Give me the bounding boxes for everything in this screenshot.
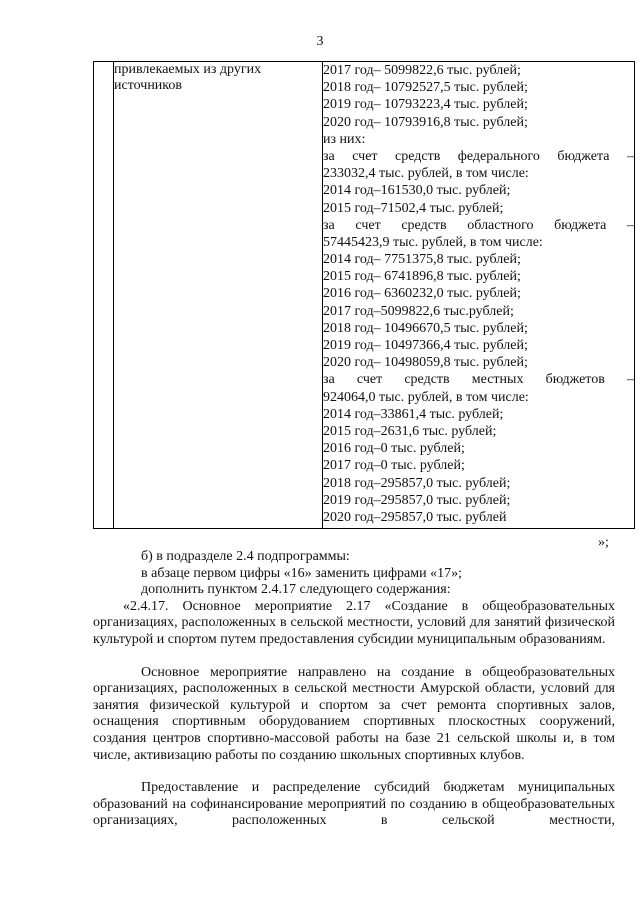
page-number: 3 xyxy=(316,34,324,49)
amount-line: 2014 год–33861,4 тыс. рублей; xyxy=(323,406,504,422)
paragraph-item-b: б) в подразделе 2.4 подпрограммы: xyxy=(141,549,350,564)
paragraph-subsidy: Предоставление и распределение субсидий бюджетам муниципальных образований на софинансирование мероприятий по созданию в общеобразовательных организациях, расположенных в сельской местности, xyxy=(93,780,615,829)
amount-line: 2018 год– 10792527,5 тыс. рублей; xyxy=(323,80,528,96)
amount-line: 2015 год–71502,4 тыс. рублей; xyxy=(323,200,504,216)
amount-line: 2014 год–161530,0 тыс. рублей; xyxy=(323,183,511,199)
amount-line: 2015 год–2631,6 тыс. рублей; xyxy=(323,423,497,439)
funding-table xyxy=(93,61,635,529)
amount-line: 2015 год– 6741896,8 тыс. рублей; xyxy=(323,269,521,285)
paragraph-add: дополнить пунктом 2.4.17 следующего содержания: xyxy=(141,582,451,598)
paragraph-2417: «2.4.17. Основное мероприятие 2.17 «Создание в общеобразовательных организациях, расположенных в сельской местности, условий для занятий физической культурой и спортом путем предоставления субсидии муниципальным образованиям. xyxy=(93,598,615,647)
amount-line: 924064,0 тыс. рублей, в том числе: xyxy=(323,389,529,405)
amount-line: 2016 год–0 тыс. рублей; xyxy=(323,441,465,457)
amount-line: 2020 год–295857,0 тыс. рублей xyxy=(323,509,507,525)
amount-line: 2018 год–295857,0 тыс. рублей; xyxy=(323,475,511,491)
amount-line: 2020 год– 10498059,8 тыс. рублей; xyxy=(323,355,528,371)
amount-line: за счет средств областного бюджета – xyxy=(323,217,634,233)
amount-line: 2018 год– 10496670,5 тыс. рублей; xyxy=(323,320,528,336)
paragraph-replace: в абзаце первом цифры «16» заменить цифрами «17»; xyxy=(141,565,462,581)
amount-line: 2014 год– 7751375,8 тыс. рублей; xyxy=(323,252,521,268)
empty-cell xyxy=(94,62,114,529)
amount-line: 2019 год–295857,0 тыс. рублей; xyxy=(323,492,511,508)
amount-line: 2020 год– 10793916,8 тыс. рублей; xyxy=(323,114,528,130)
amount-line: за счет средств федерального бюджета – xyxy=(323,148,634,164)
amount-line: 2019 год– 10793223,4 тыс. рублей; xyxy=(323,97,528,113)
amount-line: 2017 год–5099822,6 тыс.рублей; xyxy=(323,303,514,319)
amount-line: 2017 год–0 тыс. рублей; xyxy=(323,458,465,474)
amount-line: 2016 год– 6360232,0 тыс. рублей; xyxy=(323,286,521,302)
amount-line: 233032,4 тыс. рублей, в том числе: xyxy=(323,166,529,182)
amount-line: 2017 год– 5099822,6 тыс. рублей; xyxy=(323,63,521,78)
amount-line: 2019 год– 10497366,4 тыс. рублей; xyxy=(323,338,528,353)
amount-line: 57445423,9 тыс. рублей, в том числе: xyxy=(323,234,543,250)
amount-line: за счет средств местных бюджетов – xyxy=(323,372,634,388)
source-label-cell: привлекаемых из других источников xyxy=(114,62,323,529)
body-text xyxy=(93,549,615,830)
table-row xyxy=(94,62,635,529)
amounts-cell xyxy=(323,62,635,529)
closing-quote: »; xyxy=(598,535,609,550)
paragraph-main-activity: Основное мероприятие направлено на создание в общеобразовательных организациях, расположенных в сельской местности Амурской области, условий для занятия физической культурой и спортом за счет ремонта спортивных залов, оснащения спортивным оборудованием спортивных плоскостных сооружений, создания центров спортивно-массовой работы на базе 21 сельской школы и, в том числе, активизацию работы по созданию школьных спортивных клубов. xyxy=(93,664,615,763)
amount-line: из них: xyxy=(323,131,366,147)
